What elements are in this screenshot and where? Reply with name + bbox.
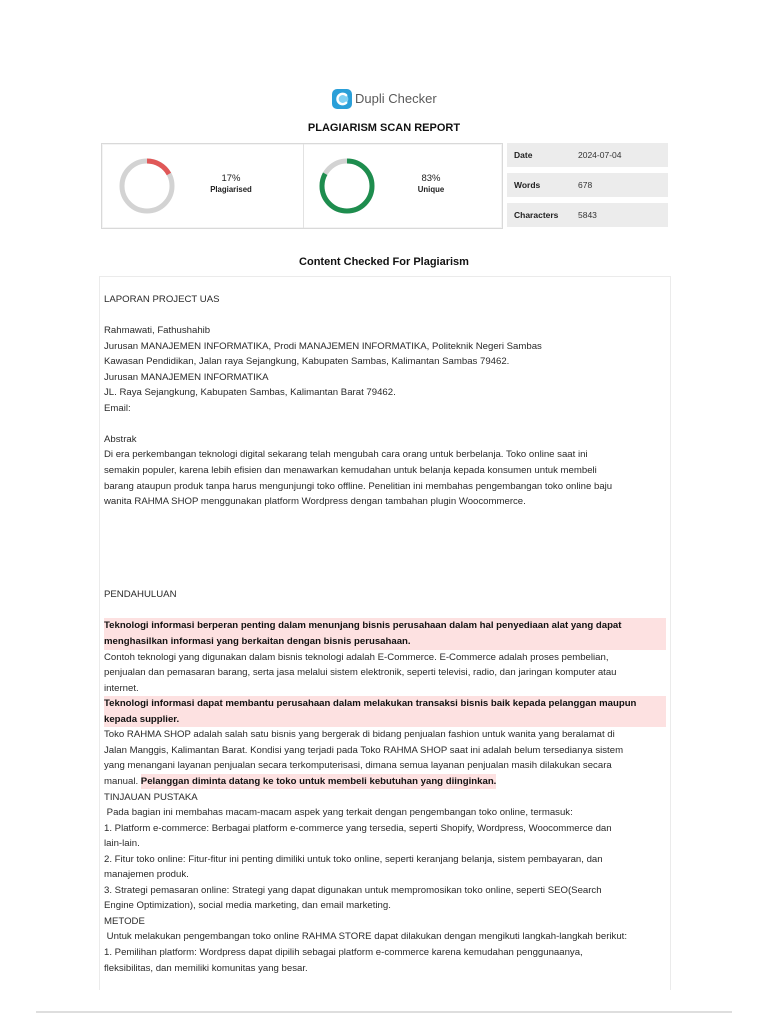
content-line — [104, 323, 666, 339]
content-text: Abstrak — [104, 433, 137, 445]
blank-line — [104, 556, 666, 572]
info-value: 2024-07-04 — [578, 150, 622, 160]
content-text: 3. Strategi pemasaran online: Strategi yang dapat digunakan untuk mempromosikan toko online, seperti SEO(Search — [104, 884, 602, 896]
info-value: 678 — [578, 180, 593, 190]
content-line — [104, 743, 666, 759]
content-line — [104, 650, 666, 666]
content-text: LAPORAN PROJECT UAS — [104, 294, 220, 305]
content-text: manual. — [104, 775, 141, 787]
blank-line — [104, 572, 666, 588]
plagiarised-line — [104, 634, 666, 650]
blank-line — [104, 525, 666, 541]
info-label: Words — [514, 180, 541, 190]
content-text: Kawasan Pendidikan, Jalan raya Sejangkung, Kabupaten Sambas, Kalimantan Sambas 79462. — [104, 356, 510, 368]
plagiarised-stat-text — [201, 173, 261, 194]
content-text: Jurusan MANAJEMEN INFORMATIKA, Prodi MANAJEMEN INFORMATIKA, Politeknik Negeri Sambas — [104, 340, 542, 352]
content-line — [104, 883, 666, 899]
content-line — [104, 914, 666, 930]
content-line — [104, 447, 666, 463]
content-text: PENDAHULUAN — [104, 589, 177, 601]
content-line — [104, 852, 666, 868]
content-text: yang menangani layanan penjualan secara terkomputerisasi, dimana semua layanan penjualan masih dilakukan secara — [104, 760, 612, 772]
content-text: 2. Fitur toko online: Fitur-fitur ini penting dimiliki untuk toko online, seperti keranjang belanja, sistem pembayaran, dan — [104, 853, 603, 865]
blank-line — [104, 510, 666, 526]
checked-content-box — [99, 276, 671, 990]
content-line — [104, 821, 666, 837]
plagiarised-stat — [102, 144, 304, 228]
plagiarised-label: Plagiarised — [210, 185, 252, 194]
plagiarised-gauge — [117, 156, 177, 216]
content-text: manajemen produk. — [104, 869, 189, 881]
unique-percent: 83% — [421, 173, 441, 184]
content-text: internet. — [104, 682, 139, 694]
content-line — [104, 867, 666, 883]
info-label: Characters — [514, 210, 559, 220]
content-text: Jalan Manggis, Kalimantan Barat. Kondisi yang terjadi pada Toko RAHMA SHOP saat ini adalah belum tersedianya sistem — [104, 744, 624, 756]
report-title: PLAGIARISM SCAN REPORT — [307, 122, 461, 134]
blank-line — [104, 308, 666, 324]
content-line — [104, 292, 666, 308]
content-text: 1. Platform e-commerce: Berbagai platform e-commerce yang tersedia, seperti Shopify, Wordpress, Woocommerce dan — [104, 822, 612, 834]
content-line — [104, 587, 666, 603]
content-line — [104, 681, 666, 697]
content-line — [104, 836, 666, 852]
dupli-checker-logo-icon — [332, 89, 352, 109]
plagiarised-text: Teknologi informasi dapat membantu perusahaan dalam melakukan transaksi bisnis baik kepada pelanggan maupun — [104, 698, 637, 710]
content-line — [104, 805, 666, 821]
content-line — [104, 961, 666, 977]
content-line — [104, 790, 666, 806]
blank-line — [104, 416, 666, 432]
content-line — [104, 774, 666, 790]
content-line — [104, 354, 666, 370]
content-line — [104, 370, 666, 386]
content-text: Untuk melakukan pengembangan toko online RAHMA STORE dapat dilakukan dengan mengikuti langkah-langkah berikut: — [104, 931, 628, 943]
stats-box — [101, 143, 503, 229]
blank-line — [104, 541, 666, 557]
page-separator — [36, 1011, 732, 1013]
content-text: Di era perkembangan teknologi digital sekarang telah mengubah cara orang untuk berbelanja. Toko online saat ini — [104, 449, 588, 461]
plagiarised-text: menghasilkan informasi yang berkaitan dengan bisnis perusahaan. — [104, 636, 411, 648]
content-text: METODE — [104, 915, 145, 927]
content-line — [104, 494, 666, 510]
info-label: Date — [514, 150, 533, 160]
plagiarised-text: kepada supplier. — [104, 713, 180, 725]
content-heading: Content Checked For Plagiarism — [299, 256, 469, 268]
content-text: penjualan dan pemasaran barang, serta jasa melalui sistem elektronik, seperti televisi, radio, dan jaringan komputer atau — [104, 667, 617, 679]
info-row-characters — [507, 203, 668, 227]
unique-gauge — [317, 156, 377, 216]
info-value: 5843 — [578, 210, 597, 220]
plagiarised-percent: 17% — [221, 173, 241, 184]
report-info-table — [507, 143, 668, 233]
plagiarised-line — [104, 712, 666, 728]
blank-line — [104, 603, 666, 619]
content-text: Engine Optimization), social media marketing, dan email marketing. — [104, 900, 391, 912]
content-text: 1. Pemilihan platform: Wordpress dapat dipilih sebagai platform e-commerce karena kemudahan penggunaanya, — [104, 946, 583, 958]
dupli-checker-logo — [332, 89, 437, 109]
content-line — [104, 945, 666, 961]
content-text: Pada bagian ini membahas macam-macam aspek yang terkait dengan pengembangan toko online, termasuk: — [104, 807, 573, 819]
content-line — [104, 479, 666, 495]
content-line — [104, 339, 666, 355]
plagiarised-text: Pelanggan diminta datang ke toko untuk membeli kebutuhan yang diinginkan. — [140, 775, 497, 787]
content-line — [104, 758, 666, 774]
content-text: semakin populer, karena lebih efisien dan menawarkan kemudahan untuk belanja kepada konsumen untuk membeli — [104, 465, 597, 477]
content-text: lain-lain. — [104, 838, 140, 850]
content-line — [104, 385, 666, 401]
content-line — [104, 401, 666, 417]
content-line — [104, 432, 666, 448]
checked-content-lines — [104, 292, 666, 976]
plagiarised-line — [104, 618, 666, 634]
content-text: Jurusan MANAJEMEN INFORMATIKA — [104, 371, 269, 383]
plagiarised-line — [104, 696, 666, 712]
content-text: Rahmawati, Fathushahib — [104, 325, 211, 337]
plagiarised-text: Teknologi informasi berperan penting dalam menunjang bisnis perusahaan dalam hal penyediaan alat yang dapat — [104, 620, 622, 632]
content-text: wanita RAHMA SHOP menggunakan platform Wordpress dengan tambahan plugin Woocommerce. — [104, 496, 526, 508]
info-row-date — [507, 143, 668, 167]
content-line — [104, 665, 666, 681]
info-row-words — [507, 173, 668, 197]
content-text: fleksibilitas, dan memiliki komunitas yang besar. — [104, 962, 308, 974]
content-line — [104, 727, 666, 743]
content-text: barang ataupun produk tanpa harus mengunjungi toko offline. Penelitian ini membahas pengembangan toko online baju — [104, 480, 613, 492]
content-text: TINJAUAN PUSTAKA — [104, 791, 198, 803]
content-text: Toko RAHMA SHOP adalah salah satu bisnis yang bergerak di bidang penjualan fashion untuk wanita yang beralamat di — [104, 729, 615, 741]
unique-label: Unique — [417, 185, 445, 194]
logo-text: Dupli Checker — [355, 91, 437, 106]
content-line — [104, 929, 666, 945]
content-text: Email: — [104, 402, 131, 414]
content-line — [104, 898, 666, 914]
content-line — [104, 463, 666, 479]
content-text: Contoh teknologi yang digunakan dalam bisnis teknologi adalah E-Commerce. E-Commerce adalah proses pembelian, — [104, 651, 609, 663]
unique-stat-text — [401, 173, 461, 194]
content-text: JL. Raya Sejangkung, Kabupaten Sambas, Kalimantan Barat 79462. — [104, 387, 396, 399]
unique-stat — [304, 144, 502, 228]
